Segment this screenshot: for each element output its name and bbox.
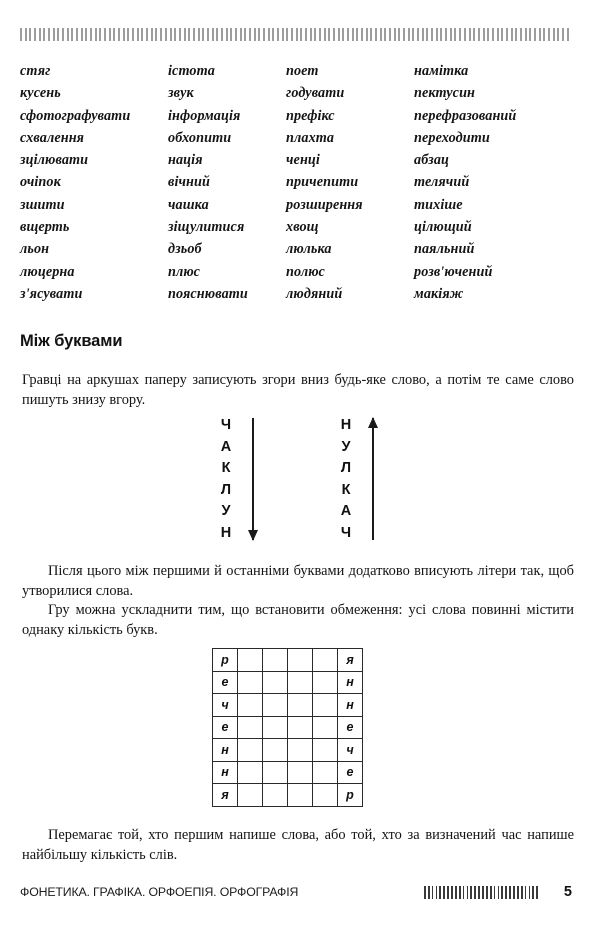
word-item: цілющий — [414, 219, 472, 236]
word-item: ченці — [286, 152, 320, 169]
word-item: причепити — [286, 174, 359, 191]
letter-grid-cell-filled: е — [338, 716, 363, 739]
word-item: хвощ — [286, 219, 319, 236]
letter-grid-cell-empty — [313, 761, 338, 784]
acrostic-letter: Ч — [220, 417, 232, 433]
letter-grid-cell-filled: е — [213, 671, 238, 694]
letter-grid-cell-empty — [263, 739, 288, 762]
acrostic-letter: Л — [220, 481, 232, 498]
acrostic-column-down — [218, 418, 260, 540]
word-item: вщерть — [20, 219, 70, 236]
letter-grid-cell-empty — [263, 761, 288, 784]
word-item: істота — [168, 63, 215, 79]
letter-grid-cell-empty — [313, 694, 338, 717]
intro-paragraph: Гравці на аркушах паперу записують згори вниз будь-яке слово, а потім те саме слово пишуть знизу вгору. — [22, 372, 574, 408]
page-number: 5 — [563, 884, 572, 900]
letter-grid-cell-empty — [238, 671, 263, 694]
letter-grid-cell-filled: н — [213, 761, 238, 784]
acrostic-letters-right — [338, 418, 354, 540]
acrostic-column-up — [338, 418, 380, 540]
letter-grid-cell-empty — [288, 716, 313, 739]
top-decorative-rule — [20, 28, 570, 41]
acrostic-letter: Н — [340, 417, 352, 433]
word-item: кусень — [20, 85, 61, 102]
arrow-up-icon — [366, 418, 380, 540]
word-item: стяг — [20, 63, 51, 79]
letter-grid-cell-empty — [238, 694, 263, 717]
letter-grid-cell-empty — [313, 716, 338, 739]
word-item: плюс — [168, 263, 201, 280]
acrostic-letter: У — [221, 503, 231, 519]
word-item: звук — [168, 85, 194, 102]
letter-grid-cell-empty — [238, 649, 263, 672]
word-item: тихіше — [414, 196, 463, 213]
word-item: розширення — [286, 196, 363, 213]
letter-grid-cell-empty — [263, 716, 288, 739]
word-item: дзьоб — [168, 241, 202, 258]
letter-grid-cell-empty — [313, 671, 338, 694]
word-item: люлька — [286, 241, 332, 258]
page-footer — [20, 884, 572, 900]
letter-grid-cell-empty — [238, 716, 263, 739]
acrostic-letter: У — [341, 438, 351, 455]
word-item: поет — [286, 63, 319, 79]
word-item: обхопити — [168, 129, 232, 146]
word-item: перефразований — [414, 107, 517, 124]
word-item: полюс — [286, 263, 325, 280]
letter-grid-row — [213, 694, 363, 717]
letter-grid-row — [213, 671, 363, 694]
letter-grid-cell-filled: е — [213, 716, 238, 739]
rule-paragraph: Гру можна ускладнити тим, що встановити обмеження: усі слова повинні містити однаку кількість букв. — [22, 602, 574, 638]
letter-grid-cell-empty — [238, 784, 263, 807]
word-item: намітка — [414, 63, 469, 79]
letter-grid-cell-empty — [238, 761, 263, 784]
footer-section-title: ФОНЕТИКА. ГРАФІКА. ОРФОЕПІЯ. ОРФОГРАФІЯ — [20, 885, 299, 899]
word-item: зіщулитися — [168, 219, 245, 236]
letter-grid-cell-empty — [288, 694, 313, 717]
section-heading: Між буквами — [20, 332, 123, 350]
letter-grid-cell-empty — [288, 739, 313, 762]
word-item: пояснювати — [168, 285, 248, 302]
acrostic-letter: Н — [220, 524, 232, 541]
word-item: інформація — [168, 107, 241, 124]
letter-grid-cell-empty — [263, 694, 288, 717]
letter-grid-cell-empty — [263, 784, 288, 807]
acrostic-letter: А — [340, 503, 352, 519]
letter-grid-cell-filled: н — [338, 671, 363, 694]
word-item: вічний — [168, 174, 210, 191]
letter-grid-row — [213, 739, 363, 762]
letter-grid-cell-empty — [313, 739, 338, 762]
acrostic-letter: К — [221, 460, 231, 476]
letter-grid-row — [213, 761, 363, 784]
letter-grid-cell-empty — [313, 649, 338, 672]
letter-grid-cell-empty — [288, 784, 313, 807]
word-item: схвалення — [20, 129, 85, 146]
word-item: нація — [168, 152, 203, 169]
word-item: префікс — [286, 107, 335, 124]
letter-grid-cell-filled: р — [338, 784, 363, 807]
word-list — [20, 60, 580, 305]
letter-grid-cell-filled: н — [213, 739, 238, 762]
arrow-down-icon — [246, 418, 260, 540]
letter-grid-cell-filled: ч — [338, 739, 363, 762]
acrostic-letter: К — [341, 481, 351, 498]
word-item: годувати — [286, 85, 345, 102]
word-item: льон — [20, 241, 50, 258]
word-item: з'ясувати — [20, 285, 83, 302]
letter-grid-cell-empty — [313, 784, 338, 807]
word-item: очіпок — [20, 174, 61, 191]
letter-grid-cell-filled: ч — [213, 694, 238, 717]
word-item: людяний — [286, 285, 343, 302]
word-item: макіяж — [414, 285, 464, 302]
acrostic-letter: А — [220, 438, 232, 455]
winner-paragraph: Перемагає той, хто першим напише слова, або той, хто за визначений час напише найбільшу кількість слів. — [22, 827, 574, 863]
letter-grid-cell-filled: я — [338, 649, 363, 672]
word-item: люцерна — [20, 263, 75, 280]
footer-decorative-rule — [424, 886, 538, 899]
word-item: зцілювати — [20, 152, 89, 169]
letter-grid-row — [213, 649, 363, 672]
letter-grid-cell-empty — [288, 671, 313, 694]
word-item: чашка — [168, 196, 209, 213]
letter-grid-row — [213, 784, 363, 807]
word-item: пектусин — [414, 85, 476, 102]
word-item: абзац — [414, 152, 450, 169]
letter-grid-cell-empty — [263, 649, 288, 672]
word-item: плахта — [286, 129, 335, 146]
letter-grid-cell-empty — [238, 739, 263, 762]
after-acrostic-paragraph: Після цього між першими й останніми буквами додатково вписують літери так, щоб утворилися слова. — [22, 563, 574, 599]
acrostic-letters-left — [218, 418, 234, 540]
letter-grid-cell-filled: я — [213, 784, 238, 807]
word-item: переходити — [414, 129, 490, 146]
letter-grid-cell-empty — [288, 761, 313, 784]
acrostic-letter: Л — [340, 460, 352, 476]
letter-grid-row — [213, 716, 363, 739]
word-item: розв'ючений — [414, 263, 493, 280]
letter-grid-cell-empty — [288, 649, 313, 672]
word-item: зшити — [20, 196, 65, 213]
letter-grid-cell-empty — [263, 671, 288, 694]
acrostic-letter: Ч — [340, 524, 352, 541]
letter-grid-table — [212, 648, 363, 807]
letter-grid-cell-filled: р — [213, 649, 238, 672]
word-item: телячий — [414, 174, 470, 191]
letter-grid-cell-filled: е — [338, 761, 363, 784]
letter-grid-cell-filled: н — [338, 694, 363, 717]
word-item: паяльний — [414, 241, 475, 258]
word-item: сфотографувати — [20, 107, 131, 124]
acrostic-illustration — [0, 418, 600, 543]
